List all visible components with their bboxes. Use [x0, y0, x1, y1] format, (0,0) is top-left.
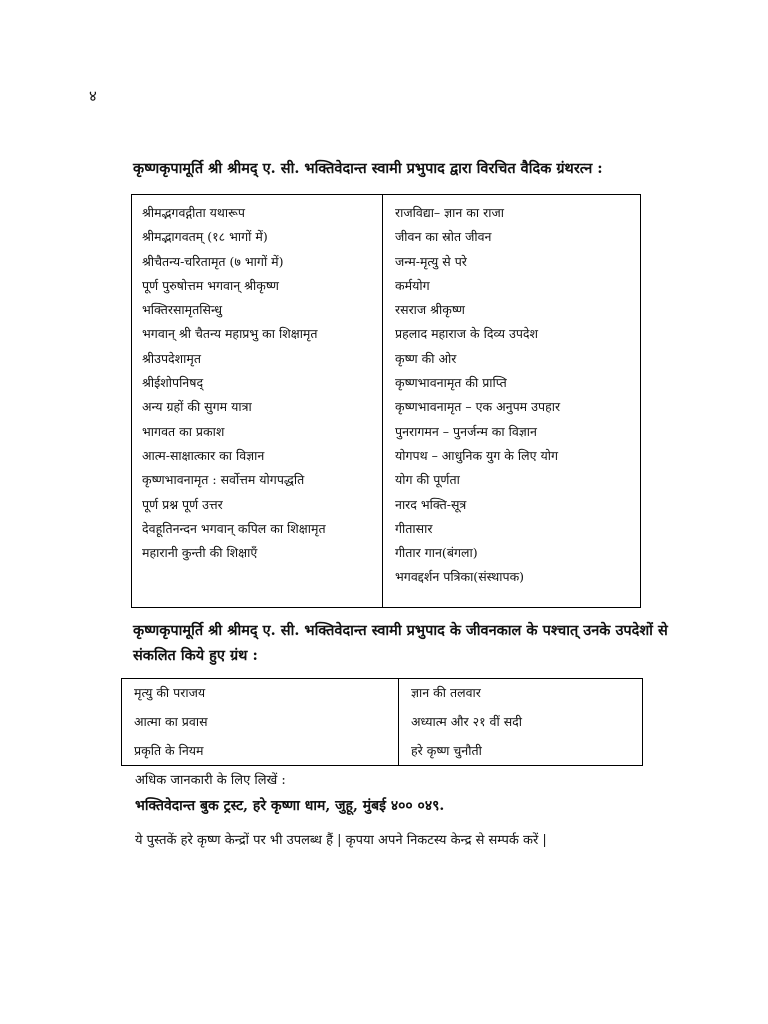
book-title: कृष्णभावनामृत – एक अनुपम उपहार [395, 399, 561, 415]
book-title: कर्मयोग [395, 277, 430, 293]
compiled-books-table [121, 678, 643, 766]
book-title: हरे कृष्ण चुनौती [411, 743, 482, 758]
book-title: पुनरागमन – पुनर्जन्म का विज्ञान [395, 423, 537, 439]
book-title: अन्य ग्रहों की सुगम यात्रा [142, 399, 252, 415]
book-title: राजविद्या– ज्ञान का राजा [395, 205, 504, 220]
book-title: नारद भक्ति-सूत्र [395, 496, 467, 512]
book-title: गीतासार [395, 520, 433, 536]
book-title: श्रीईशोपनिषद् [142, 375, 204, 391]
book-title: कृष्णभावनामृत : सर्वोत्तम योगपद्धति [142, 472, 305, 488]
book-title: आत्म-साक्षात्कार का विज्ञान [142, 447, 265, 463]
section1-heading: कृष्णकृपामूर्ति श्री श्रीमद् ए. सी. भक्तिवेदान्त स्वामी प्रभुपाद द्वारा विरचित वैदिक ग्रंथरत्न : [133, 160, 603, 177]
compiled-books-left-column [122, 679, 399, 765]
book-title: भागवत का प्रकाश [142, 423, 225, 439]
book-title: प्रहलाद महाराज के दिव्य उपदेश [395, 326, 539, 342]
book-title: मृत्यु की पराजय [134, 685, 206, 700]
contact-address: भक्तिवेदान्त बुक ट्रस्ट, हरे कृष्णा धाम, जुहू, मुंबई ४०० ०४९. [135, 798, 445, 814]
book-title: देवहूतिनन्दन भगवान् कपिल का शिक्षामृत [142, 520, 326, 536]
book-title: श्रीमद्भगवद्गीता यथारूप [142, 205, 245, 220]
book-title: भगवद्दर्शन पत्रिका(संस्थापक) [395, 569, 525, 585]
book-title: श्रीउपदेशामृत [142, 350, 202, 366]
books-table-left-column [132, 195, 383, 607]
book-title: पूर्ण प्रश्न पूर्ण उत्तर [142, 496, 223, 512]
books-table-right-column [383, 195, 640, 607]
section2-heading: कृष्णकृपामूर्ति श्री श्रीमद् ए. सी. भक्तिवेदान्त स्वामी प्रभुपाद के जीवनकाल के पश्चात् उनके उपदेशों से संकलित किये हुए ग्रंथ : [133, 622, 668, 664]
books-table [131, 194, 641, 608]
book-title: श्रीमद्भागवतम् (१८ भागों में) [142, 229, 268, 245]
book-title: प्रकृति के नियम [134, 743, 204, 758]
book-title: अध्यात्म और २१ वीं सदी [411, 714, 523, 729]
contact-intro: अधिक जानकारी के लिए लिखें : [135, 773, 286, 788]
book-title: योग की पूर्णता [395, 472, 460, 488]
book-title: श्रीचैतन्य-चरितामृत (७ भागों में) [142, 253, 284, 269]
book-title: गीतार गान(बंगला) [395, 545, 478, 561]
book-title: आत्मा का प्रवास [134, 714, 208, 729]
book-title: कृष्ण की ओर [395, 350, 457, 366]
book-title: रसराज श्रीकृष्ण [395, 302, 465, 318]
book-title: भक्तिरसामृतसिन्धु [142, 302, 223, 318]
page-number: ४ [89, 87, 97, 105]
book-title: जीवन का स्रोत जीवन [395, 229, 492, 245]
compiled-books-right-column [399, 679, 642, 765]
book-title: महारानी कुन्ती की शिक्षाएँ [142, 545, 258, 561]
book-title: ज्ञान की तलवार [411, 685, 481, 700]
availability-note: ये पुस्तकें हरे कृष्ण केन्द्रों पर भी उपलब्ध हैं | कृपया अपने निकटस्य केन्द्र से सम्पर्क करें | [135, 833, 547, 848]
book-title: योगपथ – आधुनिक युग के लिए योग [395, 447, 558, 463]
book-title: जन्म-मृत्यु से परे [395, 253, 467, 269]
book-title: भगवान् श्री चैतन्य महाप्रभु का शिक्षामृत [142, 326, 318, 342]
book-title: कृष्णभावनामृत की प्राप्ति [395, 375, 507, 391]
book-title: पूर्ण पुरुषोत्तम भगवान् श्रीकृष्ण [142, 277, 279, 293]
